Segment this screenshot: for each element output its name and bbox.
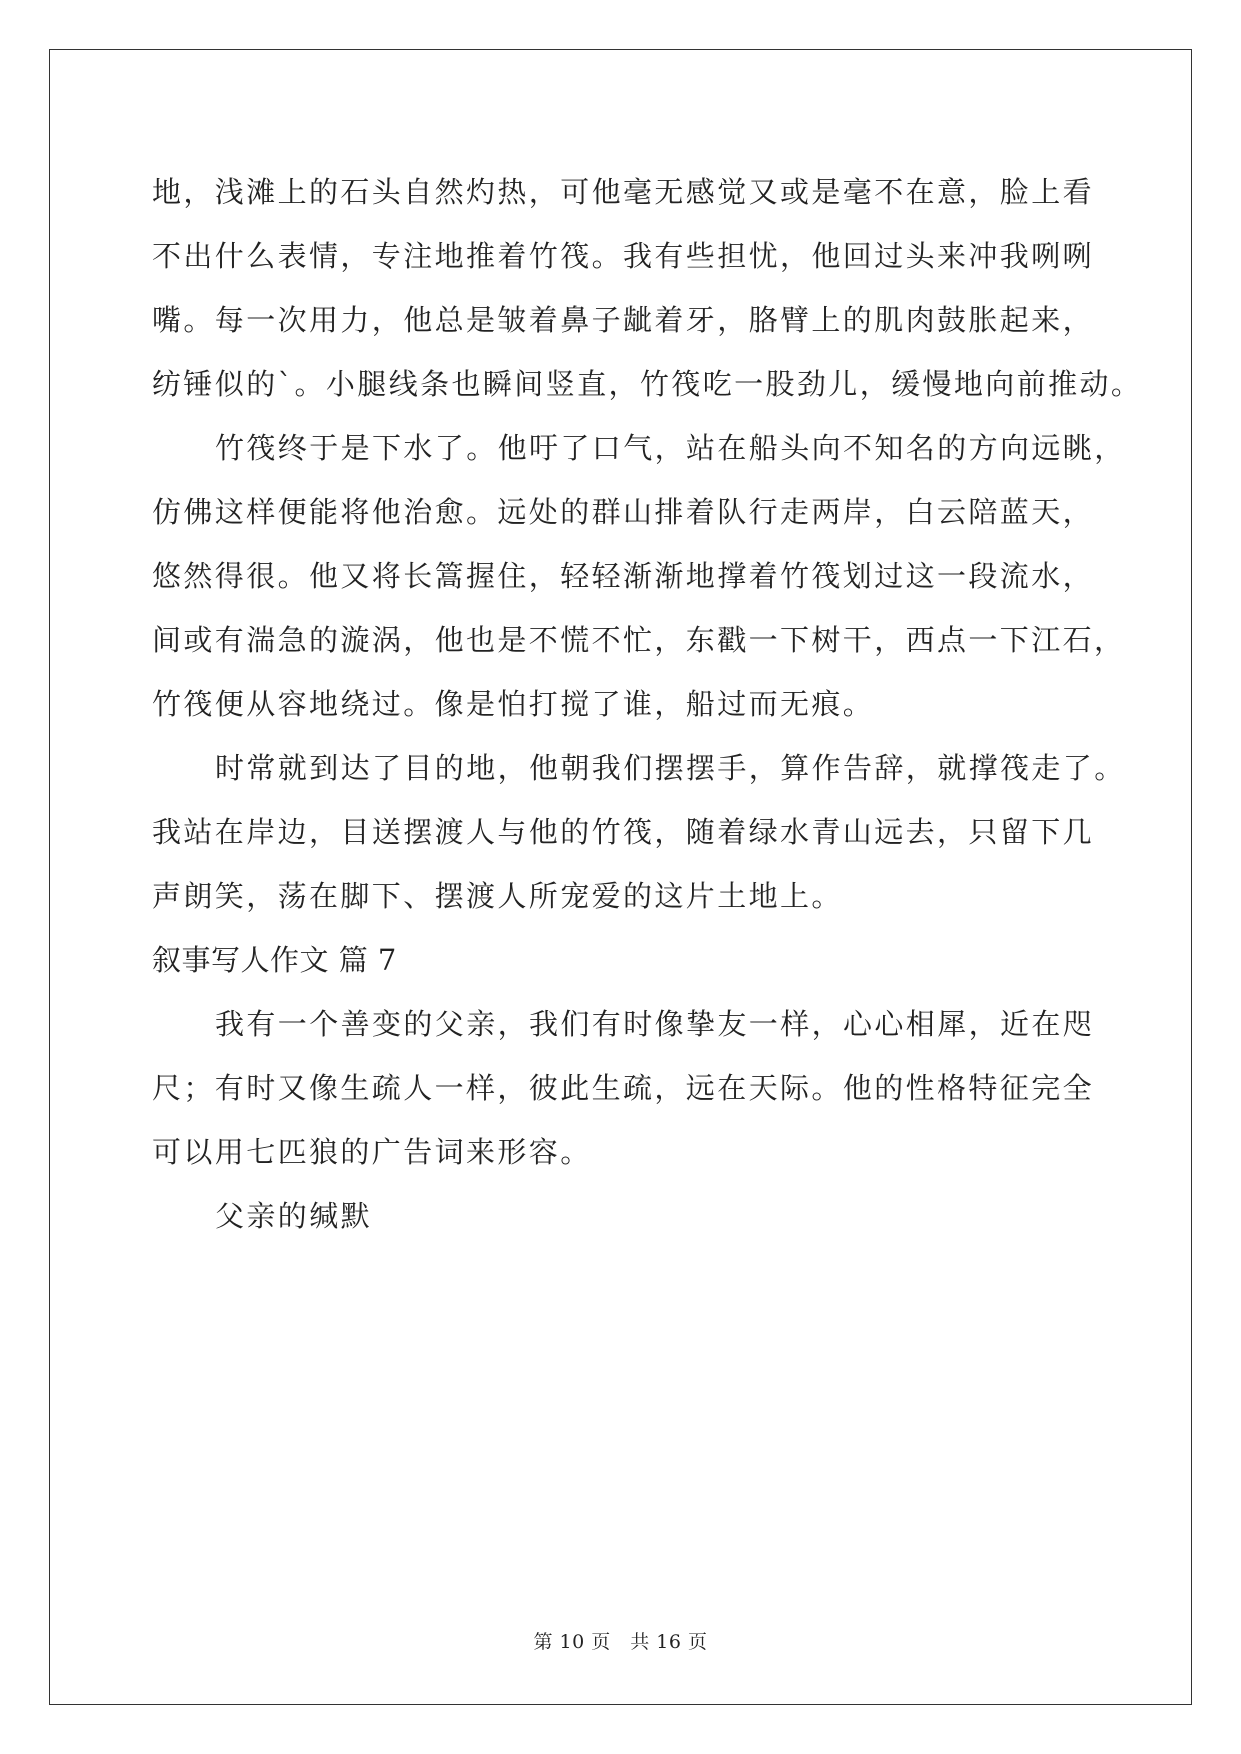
document-body (152, 160, 1143, 1248)
text-line-5: 竹筏终于是下水了。他吁了口气，站在船头向不知名的方向远眺， (215, 431, 1126, 465)
page-number: 第 10 页 共 16 页 (533, 1631, 708, 1653)
text-line-16: 可以用七匹狼的广告词来形容。 (152, 1135, 592, 1169)
text-line-15: 尺；有时又像生疏人一样，彼此生疏，远在天际。他的性格特征完全 (152, 1071, 1095, 1105)
text-line-3: 嘴。每一次用力，他总是皱着鼻子龇着牙，胳臂上的肌肉鼓胀起来， (152, 303, 1095, 337)
text-line-1: 地，浅滩上的石头自然灼热，可他毫无感觉又或是毫不在意，脸上看 (152, 175, 1095, 209)
text-line-12: 声朗笑，荡在脚下、摆渡人所宠爱的这片土地上。 (152, 879, 843, 913)
text-line-14: 我有一个善变的父亲，我们有时像挚友一样，心心相犀，近在咫 (215, 1007, 1095, 1041)
text-line-17: 父亲的缄默 (215, 1199, 373, 1233)
text-line-10: 时常就到达了目的地，他朝我们摆摆手，算作告辞，就撑筏走了。 (215, 751, 1126, 785)
text-line-6: 仿佛这样便能将他治愈。远处的群山排着队行走两岸，白云陪蓝天， (152, 495, 1095, 529)
text-line-8: 间或有湍急的漩涡，他也是不慌不忙，东戳一下树干，西点一下江石， (152, 623, 1126, 657)
text-line-7: 悠然得很。他又将长篙握住，轻轻渐渐地撑着竹筏划过这一段流水， (152, 559, 1095, 593)
text-line-4: 纺锤似的`。小腿线条也瞬间竖直，竹筏吃一股劲儿，缓慢地向前推动。 (152, 367, 1143, 401)
text-line-11: 我站在岸边，目送摆渡人与他的竹筏，随着绿水青山远去，只留下几 (152, 815, 1095, 849)
text-line-9: 竹筏便从容地绕过。像是怕打搅了谁，船过而无痕。 (152, 687, 875, 721)
text-line-2: 不出什么表情，专注地推着竹筏。我有些担忧，他回过头来冲我咧咧 (152, 239, 1095, 273)
section-heading: 叙事写人作文 篇 7 (152, 943, 397, 977)
